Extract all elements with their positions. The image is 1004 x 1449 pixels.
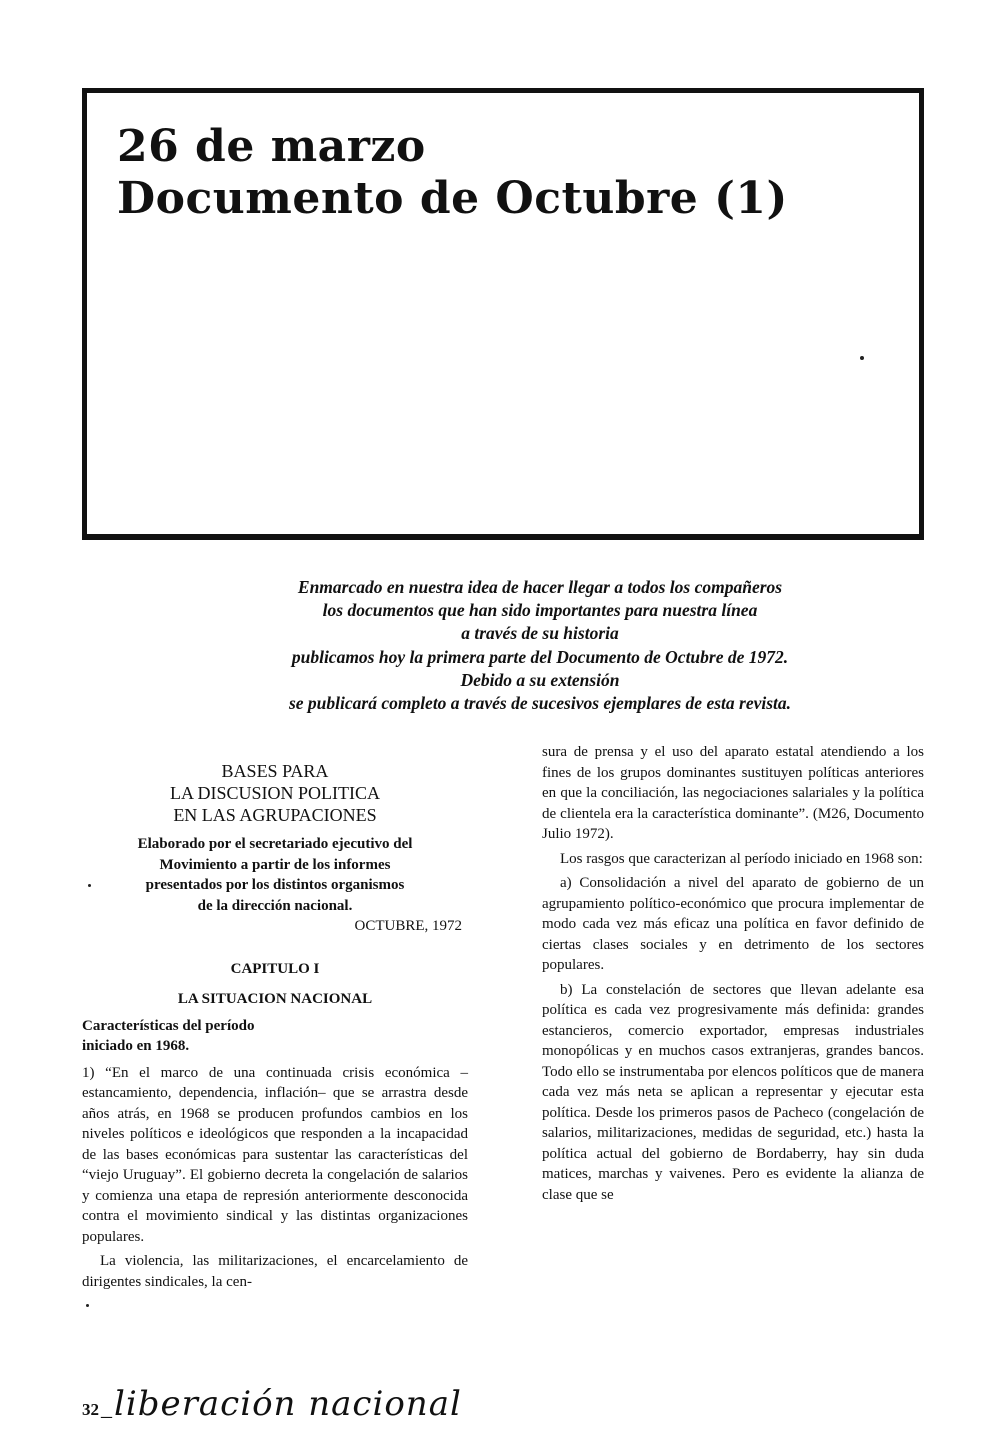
title-line-1: 26 de marzo: [117, 121, 426, 172]
speck: [86, 1304, 89, 1307]
intro-line: a través de su historia: [461, 623, 619, 644]
paragraph: sura de prensa y el uso del aparato estatal atendiendo a los fines de los grupos dominantes sustituyen políticas anteriores en que la conciliación, las negociaciones salariales y la política de clientela era la característica dominante”. (M26, Documento Julio 1972).: [542, 744, 924, 842]
chapter-heading: CAPITULO I: [230, 960, 320, 977]
title-line-2: Documento de Octubre (1): [117, 173, 788, 224]
article-title: [117, 121, 788, 225]
subheading-line: Características del período: [82, 1017, 255, 1034]
elab-line: de la dirección nacional.: [197, 897, 353, 914]
bases-line: EN LAS AGRUPACIONES: [173, 805, 377, 825]
title-frame: [82, 88, 924, 540]
paragraph: Los rasgos que caracterizan al período iniciado en 1968 son:: [560, 850, 923, 867]
bases-line: BASES PARA: [221, 761, 329, 781]
intro-line: los documentos que han sido importantes para nuestra línea: [322, 600, 758, 621]
elaboration-note: [82, 834, 468, 916]
document-date: OCTUBRE, 1972: [354, 918, 462, 934]
paragraph: a) Consolidación a nivel del aparato de gobierno de un agrupamiento político-económico que procura implementar de modo cada vez más eficaz una política en favor definido de ciertas clases sociales y en detrimento de los sectores populares.: [542, 875, 924, 973]
bases-heading: [82, 760, 468, 826]
paragraph: b) La constelación de sectores que llevan adelante esa política es cada vez progresivamente más definida: grandes estancieros, comercio exportador, empresas industriales monopólicas y en muchos casos extranjeras, grandes bancos. Todo ello se instrumentaba por elencos políticos que de manera cada vez más neta se aplican a representar y ejecutar esta política. Desde los primeros pasos de Pacheco (congelación de salarios, militarizaciones, medidas de seguridad, etc.) hasta la política actual del gobierno de Bordaberry, hay sin duda matices, marchas y vaivenes. Pero es evidente la alianza de clase que se: [542, 981, 924, 1203]
elab-line: Elaborado por el secretariado ejecutivo del: [137, 836, 413, 852]
page-footer: [82, 1384, 462, 1424]
intro-line: Debido a su extensión: [460, 669, 620, 690]
intro-line: Enmarcado en nuestra idea de hacer llegar a todos los compañeros: [297, 577, 783, 597]
elab-line: Movimiento a partir de los informes: [159, 856, 391, 873]
intro-line: se publicará completo a través de sucesivos ejemplares de esta revista.: [288, 693, 792, 714]
subheading-line: iniciado en 1968.: [82, 1038, 190, 1054]
elab-line: presentados por los distintos organismos: [145, 877, 405, 893]
section-heading: LA SITUACION NACIONAL: [177, 991, 373, 1007]
intro-note: [200, 576, 880, 715]
bases-line: LA DISCUSION POLITICA: [169, 783, 380, 803]
right-column: [542, 742, 924, 1205]
paragraph: La violencia, las militarizaciones, el encarcelamiento de dirigentes sindicales, la cen-: [82, 1253, 468, 1290]
page-number: 32: [82, 1400, 99, 1419]
speck: [860, 356, 864, 360]
magazine-name: liberación nacional: [114, 1384, 462, 1424]
paragraph: 1) “En el marco de una continuada crisis económica –estancamiento, dependencia, inflación– que se arrastra desde años atrás, en 1968 se producen profundos cambios en los niveles políticos e ideológicos que responden a la incapacidad de las bases económicas para sustentar las características del “viejo Uruguay”. El gobierno decreta la congelación de salarios y comienza una etapa de represión anteriormente desconocida contra el movimiento sindical y las distintas organizaciones populares.: [82, 1064, 468, 1245]
speck: [88, 884, 91, 887]
footer-dash: _: [101, 1395, 112, 1420]
left-column: [82, 760, 468, 1292]
subheading: [82, 1016, 468, 1057]
intro-line: publicamos hoy la primera parte del Documento de Octubre de 1972.: [291, 646, 789, 667]
